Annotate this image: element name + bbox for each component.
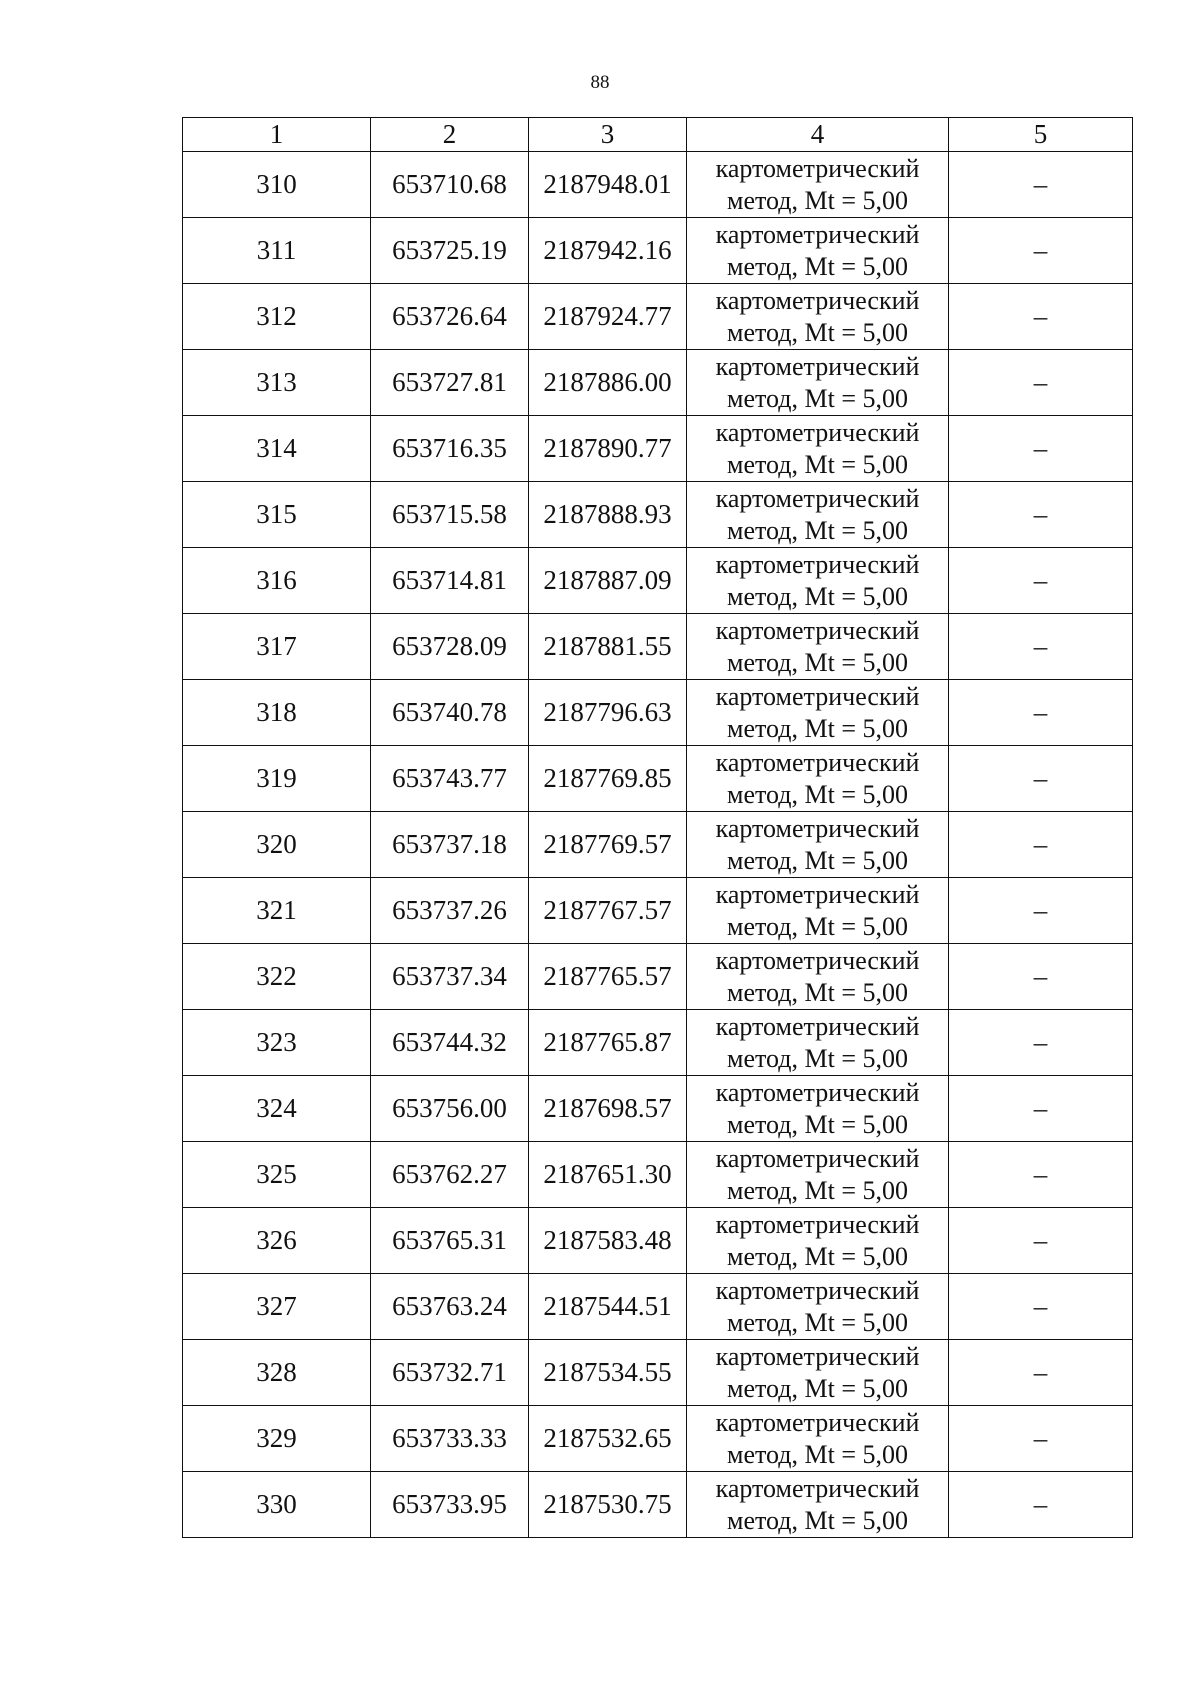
point-number-cell: 324 bbox=[183, 1076, 371, 1142]
method-cell bbox=[687, 1274, 949, 1340]
x-coordinate-cell: 653737.18 bbox=[371, 812, 529, 878]
table-row bbox=[183, 416, 1133, 482]
point-number-cell: 313 bbox=[183, 350, 371, 416]
method-line-1: картометрический bbox=[715, 945, 920, 975]
method-line-2: метод, Mt = 5,00 bbox=[727, 779, 908, 809]
point-number-cell: 327 bbox=[183, 1274, 371, 1340]
note-cell: – bbox=[949, 1142, 1133, 1208]
coordinates-table bbox=[182, 117, 1133, 1538]
point-number-cell: 330 bbox=[183, 1472, 371, 1538]
note-cell: – bbox=[949, 680, 1133, 746]
table-row bbox=[183, 746, 1133, 812]
point-number-cell: 322 bbox=[183, 944, 371, 1010]
method-line-1: картометрический bbox=[715, 747, 920, 777]
y-coordinate-cell: 2187769.57 bbox=[529, 812, 687, 878]
y-coordinate-cell: 2187544.51 bbox=[529, 1274, 687, 1340]
note-cell: – bbox=[949, 1472, 1133, 1538]
table-row bbox=[183, 1274, 1133, 1340]
x-coordinate-cell: 653732.71 bbox=[371, 1340, 529, 1406]
table-row bbox=[183, 284, 1133, 350]
header-row bbox=[183, 118, 1133, 152]
y-coordinate-cell: 2187888.93 bbox=[529, 482, 687, 548]
x-coordinate-cell: 653762.27 bbox=[371, 1142, 529, 1208]
method-line-2: метод, Mt = 5,00 bbox=[727, 317, 908, 347]
point-number-cell: 310 bbox=[183, 152, 371, 218]
table-row bbox=[183, 1208, 1133, 1274]
note-cell: – bbox=[949, 350, 1133, 416]
y-coordinate-cell: 2187534.55 bbox=[529, 1340, 687, 1406]
point-number-cell: 319 bbox=[183, 746, 371, 812]
x-coordinate-cell: 653710.68 bbox=[371, 152, 529, 218]
y-coordinate-cell: 2187583.48 bbox=[529, 1208, 687, 1274]
method-line-2: метод, Mt = 5,00 bbox=[727, 185, 908, 215]
method-cell bbox=[687, 350, 949, 416]
method-cell bbox=[687, 218, 949, 284]
method-line-1: картометрический bbox=[715, 813, 920, 843]
table-row bbox=[183, 1472, 1133, 1538]
point-number-cell: 317 bbox=[183, 614, 371, 680]
method-cell bbox=[687, 1472, 949, 1538]
method-line-1: картометрический bbox=[715, 483, 920, 513]
table-row bbox=[183, 1142, 1133, 1208]
method-line-2: метод, Mt = 5,00 bbox=[727, 581, 908, 611]
method-line-2: метод, Mt = 5,00 bbox=[727, 977, 908, 1007]
y-coordinate-cell: 2187924.77 bbox=[529, 284, 687, 350]
y-coordinate-cell: 2187532.65 bbox=[529, 1406, 687, 1472]
x-coordinate-cell: 653715.58 bbox=[371, 482, 529, 548]
x-coordinate-cell: 653743.77 bbox=[371, 746, 529, 812]
point-number-cell: 326 bbox=[183, 1208, 371, 1274]
point-number-cell: 315 bbox=[183, 482, 371, 548]
point-number-cell: 321 bbox=[183, 878, 371, 944]
method-line-2: метод, Mt = 5,00 bbox=[727, 1307, 908, 1337]
note-cell: – bbox=[949, 614, 1133, 680]
table-row bbox=[183, 944, 1133, 1010]
table-row bbox=[183, 1340, 1133, 1406]
method-line-2: метод, Mt = 5,00 bbox=[727, 449, 908, 479]
table-header bbox=[183, 118, 1133, 152]
method-cell bbox=[687, 614, 949, 680]
method-line-1: картометрический bbox=[715, 219, 920, 249]
x-coordinate-cell: 653733.95 bbox=[371, 1472, 529, 1538]
method-line-1: картометрический bbox=[715, 153, 920, 183]
table-row bbox=[183, 680, 1133, 746]
method-line-1: картометрический bbox=[715, 417, 920, 447]
method-cell bbox=[687, 1010, 949, 1076]
method-cell bbox=[687, 548, 949, 614]
method-line-2: метод, Mt = 5,00 bbox=[727, 251, 908, 281]
method-line-1: картометрический bbox=[715, 351, 920, 381]
x-coordinate-cell: 653737.34 bbox=[371, 944, 529, 1010]
table-row bbox=[183, 1406, 1133, 1472]
y-coordinate-cell: 2187796.63 bbox=[529, 680, 687, 746]
y-coordinate-cell: 2187886.00 bbox=[529, 350, 687, 416]
method-cell bbox=[687, 746, 949, 812]
y-coordinate-cell: 2187651.30 bbox=[529, 1142, 687, 1208]
table-body bbox=[183, 152, 1133, 1538]
method-line-1: картометрический bbox=[715, 879, 920, 909]
point-number-cell: 316 bbox=[183, 548, 371, 614]
y-coordinate-cell: 2187765.87 bbox=[529, 1010, 687, 1076]
note-cell: – bbox=[949, 812, 1133, 878]
method-line-1: картометрический bbox=[715, 681, 920, 711]
method-cell bbox=[687, 812, 949, 878]
y-coordinate-cell: 2187942.16 bbox=[529, 218, 687, 284]
y-coordinate-cell: 2187530.75 bbox=[529, 1472, 687, 1538]
note-cell: – bbox=[949, 1010, 1133, 1076]
note-cell: – bbox=[949, 416, 1133, 482]
method-line-1: картометрический bbox=[715, 1143, 920, 1173]
method-line-2: метод, Mt = 5,00 bbox=[727, 911, 908, 941]
note-cell: – bbox=[949, 878, 1133, 944]
method-line-2: метод, Mt = 5,00 bbox=[727, 647, 908, 677]
point-number-cell: 323 bbox=[183, 1010, 371, 1076]
note-cell: – bbox=[949, 1406, 1133, 1472]
x-coordinate-cell: 653740.78 bbox=[371, 680, 529, 746]
method-line-2: метод, Mt = 5,00 bbox=[727, 713, 908, 743]
table-row bbox=[183, 878, 1133, 944]
point-number-cell: 312 bbox=[183, 284, 371, 350]
point-number-cell: 311 bbox=[183, 218, 371, 284]
header-col-3: 3 bbox=[529, 118, 687, 152]
method-line-1: картометрический bbox=[715, 549, 920, 579]
table-row bbox=[183, 812, 1133, 878]
x-coordinate-cell: 653765.31 bbox=[371, 1208, 529, 1274]
point-number-cell: 318 bbox=[183, 680, 371, 746]
method-line-2: метод, Mt = 5,00 bbox=[727, 845, 908, 875]
x-coordinate-cell: 653763.24 bbox=[371, 1274, 529, 1340]
point-number-cell: 328 bbox=[183, 1340, 371, 1406]
table-row bbox=[183, 1010, 1133, 1076]
y-coordinate-cell: 2187881.55 bbox=[529, 614, 687, 680]
method-cell bbox=[687, 1208, 949, 1274]
point-number-cell: 325 bbox=[183, 1142, 371, 1208]
method-line-2: метод, Mt = 5,00 bbox=[727, 1241, 908, 1271]
y-coordinate-cell: 2187765.57 bbox=[529, 944, 687, 1010]
method-line-2: метод, Mt = 5,00 bbox=[727, 1043, 908, 1073]
point-number-cell: 329 bbox=[183, 1406, 371, 1472]
method-line-2: метод, Mt = 5,00 bbox=[727, 1439, 908, 1469]
x-coordinate-cell: 653737.26 bbox=[371, 878, 529, 944]
note-cell: – bbox=[949, 284, 1133, 350]
method-cell bbox=[687, 152, 949, 218]
note-cell: – bbox=[949, 152, 1133, 218]
note-cell: – bbox=[949, 944, 1133, 1010]
method-line-1: картометрический bbox=[715, 1011, 920, 1041]
method-cell bbox=[687, 1142, 949, 1208]
x-coordinate-cell: 653733.33 bbox=[371, 1406, 529, 1472]
table-row bbox=[183, 218, 1133, 284]
table-row bbox=[183, 614, 1133, 680]
note-cell: – bbox=[949, 1274, 1133, 1340]
note-cell: – bbox=[949, 1340, 1133, 1406]
point-number-cell: 314 bbox=[183, 416, 371, 482]
method-line-1: картометрический bbox=[715, 1341, 920, 1371]
method-cell bbox=[687, 878, 949, 944]
method-line-1: картометрический bbox=[715, 1209, 920, 1239]
method-line-1: картометрический bbox=[715, 1077, 920, 1107]
header-col-4: 4 bbox=[687, 118, 949, 152]
method-line-1: картометрический bbox=[715, 285, 920, 315]
table-row bbox=[183, 350, 1133, 416]
x-coordinate-cell: 653725.19 bbox=[371, 218, 529, 284]
note-cell: – bbox=[949, 482, 1133, 548]
table-row bbox=[183, 1076, 1133, 1142]
y-coordinate-cell: 2187948.01 bbox=[529, 152, 687, 218]
x-coordinate-cell: 653727.81 bbox=[371, 350, 529, 416]
method-cell bbox=[687, 416, 949, 482]
table-row bbox=[183, 152, 1133, 218]
method-line-2: метод, Mt = 5,00 bbox=[727, 1175, 908, 1205]
x-coordinate-cell: 653756.00 bbox=[371, 1076, 529, 1142]
x-coordinate-cell: 653714.81 bbox=[371, 548, 529, 614]
x-coordinate-cell: 653728.09 bbox=[371, 614, 529, 680]
y-coordinate-cell: 2187698.57 bbox=[529, 1076, 687, 1142]
table-row bbox=[183, 548, 1133, 614]
x-coordinate-cell: 653716.35 bbox=[371, 416, 529, 482]
method-cell bbox=[687, 1406, 949, 1472]
note-cell: – bbox=[949, 218, 1133, 284]
method-line-1: картометрический bbox=[715, 1275, 920, 1305]
point-number-cell: 320 bbox=[183, 812, 371, 878]
y-coordinate-cell: 2187890.77 bbox=[529, 416, 687, 482]
method-line-2: метод, Mt = 5,00 bbox=[727, 1109, 908, 1139]
note-cell: – bbox=[949, 1076, 1133, 1142]
method-line-2: метод, Mt = 5,00 bbox=[727, 1505, 908, 1535]
method-cell bbox=[687, 482, 949, 548]
x-coordinate-cell: 653726.64 bbox=[371, 284, 529, 350]
note-cell: – bbox=[949, 1208, 1133, 1274]
table-row bbox=[183, 482, 1133, 548]
header-col-5: 5 bbox=[949, 118, 1133, 152]
y-coordinate-cell: 2187769.85 bbox=[529, 746, 687, 812]
note-cell: – bbox=[949, 746, 1133, 812]
page-number: 88 bbox=[590, 72, 610, 93]
note-cell: – bbox=[949, 548, 1133, 614]
method-cell bbox=[687, 944, 949, 1010]
method-cell bbox=[687, 284, 949, 350]
method-line-1: картометрический bbox=[715, 615, 920, 645]
header-col-2: 2 bbox=[371, 118, 529, 152]
method-cell bbox=[687, 680, 949, 746]
method-line-1: картометрический bbox=[715, 1407, 920, 1437]
y-coordinate-cell: 2187767.57 bbox=[529, 878, 687, 944]
method-line-2: метод, Mt = 5,00 bbox=[727, 383, 908, 413]
method-cell bbox=[687, 1340, 949, 1406]
method-line-2: метод, Mt = 5,00 bbox=[727, 515, 908, 545]
header-col-1: 1 bbox=[183, 118, 371, 152]
method-line-2: метод, Mt = 5,00 bbox=[727, 1373, 908, 1403]
method-cell bbox=[687, 1076, 949, 1142]
y-coordinate-cell: 2187887.09 bbox=[529, 548, 687, 614]
x-coordinate-cell: 653744.32 bbox=[371, 1010, 529, 1076]
method-line-1: картометрический bbox=[715, 1473, 920, 1503]
